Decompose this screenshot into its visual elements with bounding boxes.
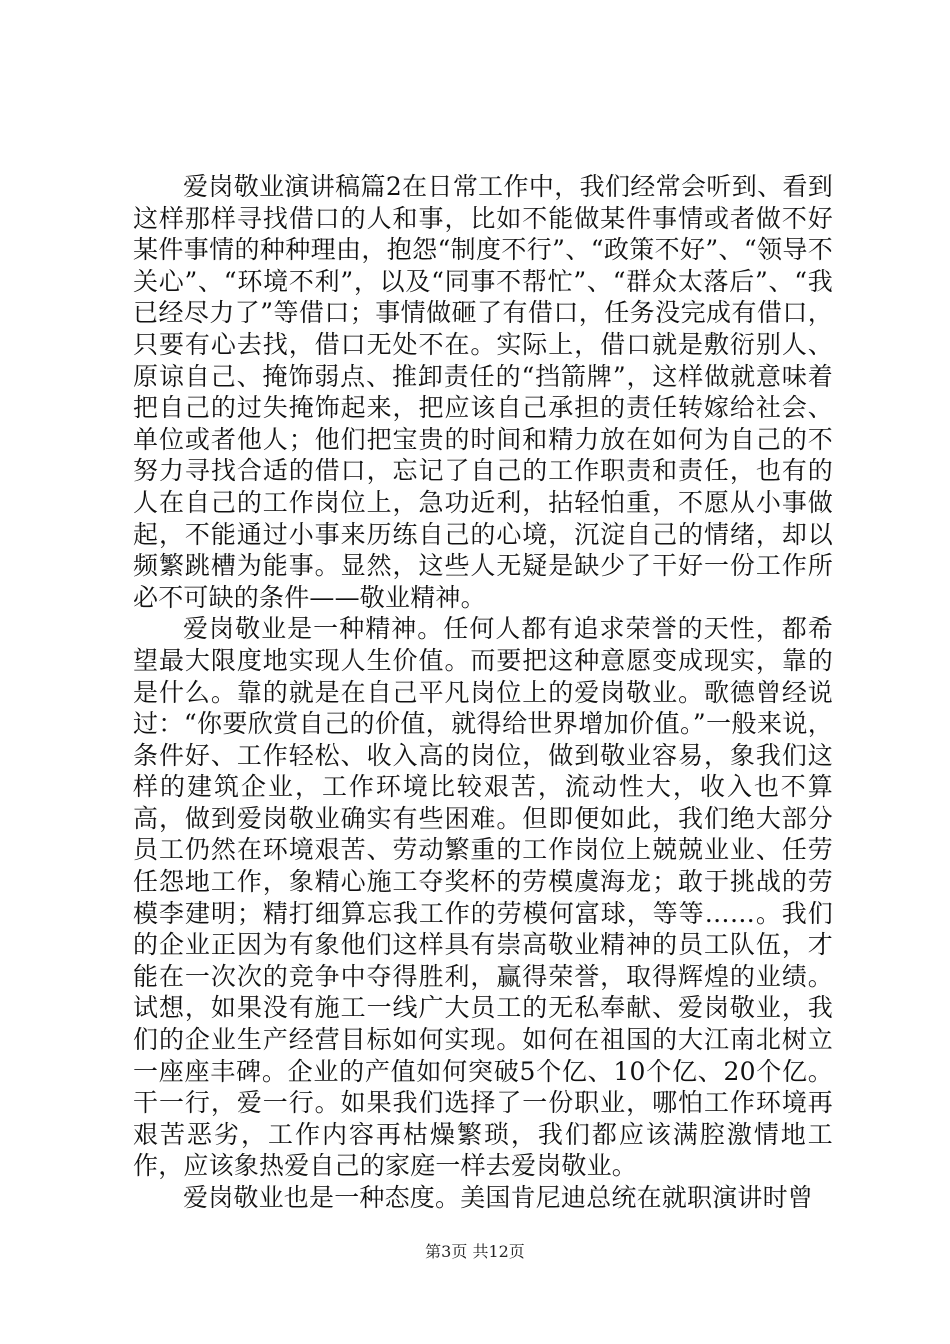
paragraph-3: 爱岗敬业也是一种态度。美国肯尼迪总统在就职演讲时曾 (183, 1183, 814, 1212)
paragraph-2: 爱岗敬业是一种精神。任何人都有追求荣誉的天性，都希望最大限度地实现人生价值。而要把这种意愿变成现实，靠的是什么。靠的就是在自己平凡岗位上的爱岗敬业。歌德曾经说过：“你要欣赏自己的价值，就得给世界增加价值。”一般来说，条件好、工作轻松、收入高的岗位，做到敬业容易，象我们这样的建筑企业，工作环境比较艰苦，流动性大，收入也不算高，做到爱岗敬业确实有些困难。但即便如此，我们绝大部分员工仍然在环境艰苦、劳动繁重的工作岗位上兢兢业业、任劳任怨地工作，象精心施工夺奖杯的劳模虞海龙；敢于挑战的劳模李建明；精打细算忘我工作的劳模何富球，等等……。我们的企业正因为有象他们这样具有崇高敬业精神的员工队伍，才能在一次次的竞争中夺得胜利，赢得荣誉，取得辉煌的业绩。试想，如果没有施工一线广大员工的无私奉献、爱岗敬业，我们的企业生产经营目标如何实现。如何在祖国的大江南北树立一座座丰碑。企业的产值如何突破5个亿、10个亿、20个亿。干一行，爱一行。如果我们选择了一份职业，哪怕工作环境再艰苦恶劣，工作内容再枯燥繁琐，我们都应该满腔激情地工作，应该象热爱自己的家庭一样去爱岗敬业。 (133, 614, 833, 1181)
page-number-footer: 第3页 共12页 (425, 1242, 525, 1261)
document-body (133, 171, 833, 1214)
paragraph-1: 爱岗敬业演讲稿篇2在日常工作中，我们经常会听到、看到这样那样寻找借口的人和事，比如不能做某件事情或者做不好某件事情的种种理由，抱怨“制度不行”、“政策不好”、“领导不关心”、“环境不利”，以及“同事不帮忙”、“群众太落后”、“我已经尽力了”等借口；事情做砸了有借口，任务没完成有借口，只要有心去找，借口无处不在。实际上，借口就是敷衍别人、原谅自己、掩饰弱点、推卸责任的“挡箭牌”，这样做就意味着把自己的过失掩饰起来，把应该自己承担的责任转嫁给社会、单位或者他人；他们把宝贵的时间和精力放在如何为自己的不努力寻找合适的借口，忘记了自己的工作职责和责任，也有的人在自己的工作岗位上，急功近利，拈轻怕重，不愿从小事做起，不能通过小事来历练自己的心境，沉淀自己的情绪，却以频繁跳槽为能事。显然，这些人无疑是缺少了干好一份工作所必不可缺的条件——敬业精神。 (133, 172, 833, 612)
